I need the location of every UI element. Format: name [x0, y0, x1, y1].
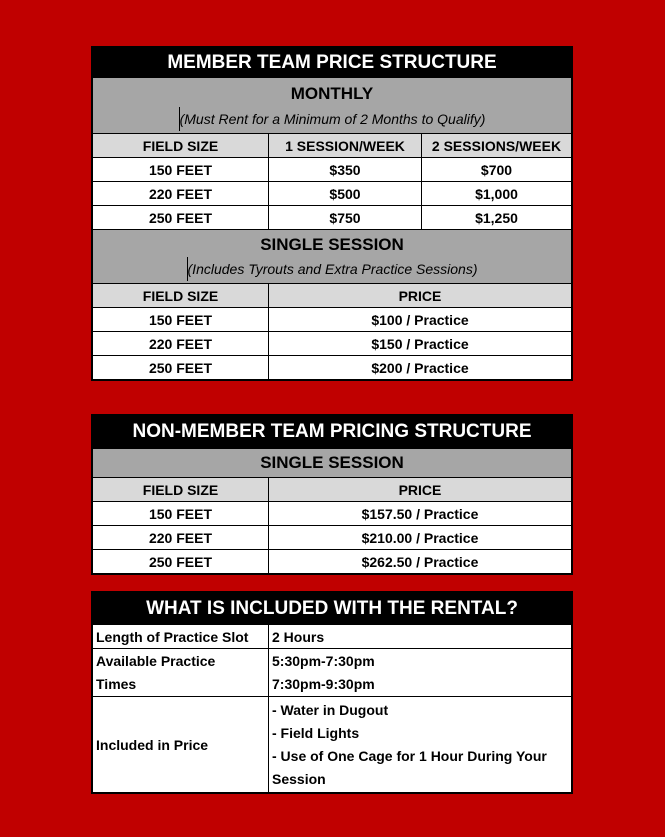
price-cell: $1,250 — [421, 206, 571, 229]
field-size-cell: 250 FEET — [148, 209, 213, 226]
member-price-table — [91, 46, 573, 381]
included-item: Session — [272, 770, 326, 787]
single-header-price: PRICE — [268, 284, 571, 307]
field-size-cell: 250 FEET — [148, 359, 213, 376]
field-size-cell: 150 FEET — [148, 161, 213, 178]
single-header-field-size: FIELD SIZE — [142, 287, 219, 304]
time-slot: 5:30pm-7:30pm — [272, 652, 375, 669]
monthly-header-field-size: FIELD SIZE — [142, 137, 219, 154]
included-item: - Use of One Cage for 1 Hour During Your — [272, 747, 547, 764]
table-row — [93, 157, 571, 181]
practice-slot-value: 2 Hours — [268, 625, 571, 648]
field-size-cell: 220 FEET — [148, 185, 213, 202]
table-row — [93, 549, 571, 573]
table-row — [93, 355, 571, 379]
single-session-note: (Includes Tyrouts and Extra Practice Sessions) — [187, 257, 478, 281]
included-price-label: Included in Price — [96, 736, 209, 753]
included-table — [91, 591, 573, 794]
price-cell: $100 / Practice — [268, 308, 571, 331]
price-cell: $210.00 / Practice — [268, 526, 571, 549]
price-cell: $750 — [268, 206, 421, 229]
time-slot: 7:30pm-9:30pm — [272, 675, 375, 692]
available-times-label-line2: Times — [96, 675, 137, 692]
available-times-label-line1: Available Practice — [96, 652, 216, 669]
nonmember-single-title: SINGLE SESSION — [260, 453, 404, 472]
nonmember-header-field-size: FIELD SIZE — [142, 481, 219, 498]
monthly-header-1-session: 1 SESSION/WEEK — [268, 134, 421, 157]
single-session-title: SINGLE SESSION — [260, 234, 404, 254]
field-size-cell: 150 FEET — [148, 505, 213, 522]
member-table-title: MEMBER TEAM PRICE STRUCTURE — [93, 48, 571, 78]
field-size-cell: 150 FEET — [148, 311, 213, 328]
price-cell: $700 — [421, 158, 571, 181]
price-cell: $1,000 — [421, 182, 571, 205]
nonmember-header-price: PRICE — [268, 478, 571, 501]
field-size-cell: 250 FEET — [148, 553, 213, 570]
included-item: - Water in Dugout — [272, 701, 389, 718]
table-row — [93, 307, 571, 331]
table-row — [93, 696, 571, 792]
nonmember-table-title: NON-MEMBER TEAM PRICING STRUCTURE — [93, 416, 571, 448]
included-table-title: WHAT IS INCLUDED WITH THE RENTAL? — [93, 593, 571, 624]
single-session-header — [93, 229, 571, 283]
price-cell: $500 — [268, 182, 421, 205]
monthly-header-2-sessions: 2 SESSIONS/WEEK — [421, 134, 571, 157]
included-item: - Field Lights — [272, 724, 360, 741]
monthly-note: (Must Rent for a Minimum of 2 Months to Qualify) — [179, 107, 486, 131]
field-size-cell: 220 FEET — [148, 335, 213, 352]
price-cell: $262.50 / Practice — [268, 550, 571, 573]
monthly-title: MONTHLY — [290, 83, 374, 103]
price-cell: $350 — [268, 158, 421, 181]
available-times-label — [93, 649, 268, 696]
table-row — [93, 501, 571, 525]
table-row — [93, 624, 571, 648]
practice-slot-label: Length of Practice Slot — [96, 628, 249, 645]
table-row — [93, 205, 571, 229]
table-row — [93, 181, 571, 205]
price-cell: $200 / Practice — [268, 356, 571, 379]
table-row — [93, 331, 571, 355]
monthly-header — [93, 78, 571, 133]
included-price-values — [268, 697, 571, 792]
price-cell: $150 / Practice — [268, 332, 571, 355]
nonmember-price-table — [91, 414, 573, 575]
field-size-cell: 220 FEET — [148, 529, 213, 546]
price-cell: $157.50 / Practice — [268, 502, 571, 525]
table-row — [93, 648, 571, 696]
table-row — [93, 525, 571, 549]
available-times-values — [268, 649, 571, 696]
